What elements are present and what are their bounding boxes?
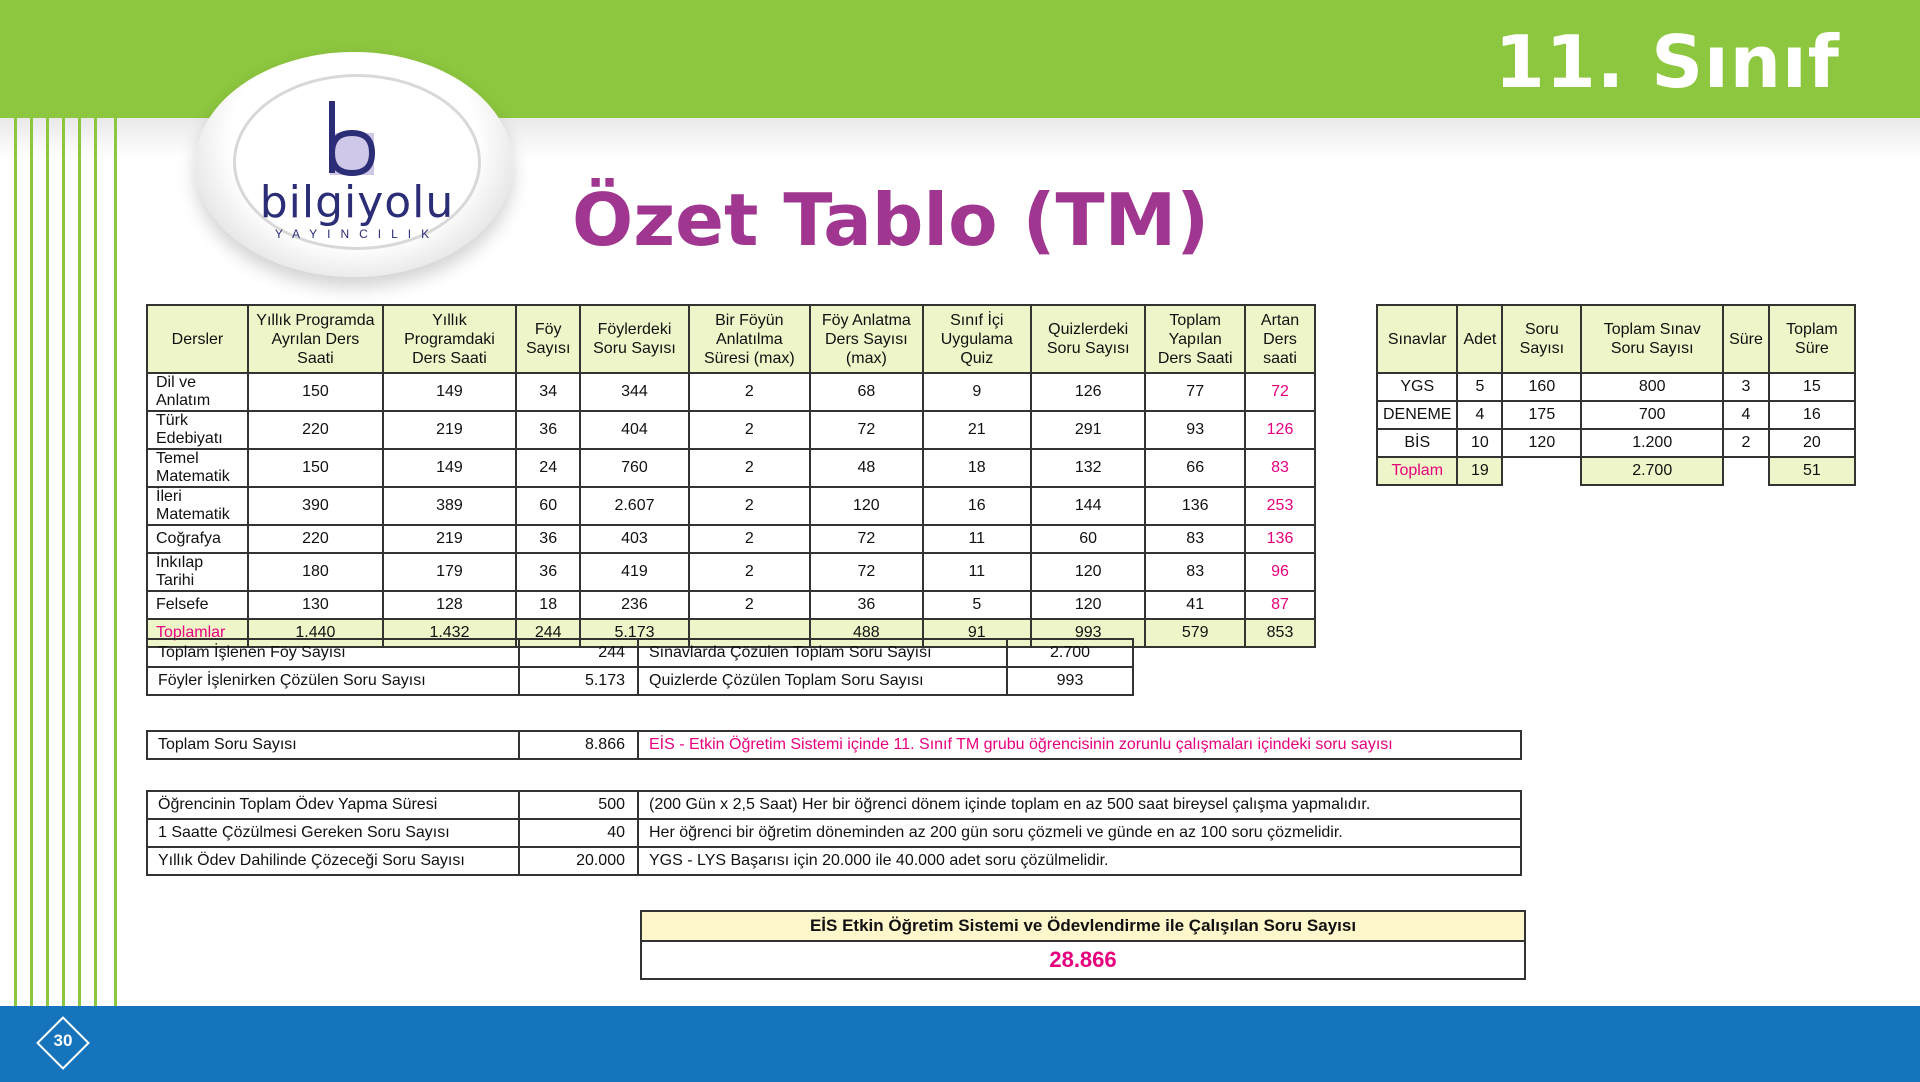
- table-cell: 36: [810, 591, 922, 619]
- column-header: Artan Ders saati: [1245, 305, 1315, 373]
- table-cell: 344: [580, 373, 688, 411]
- total-cell: 5.173: [580, 619, 688, 647]
- total-cell: 488: [810, 619, 922, 647]
- exam-name: BİS: [1377, 429, 1457, 457]
- table-cell: 2: [689, 553, 811, 591]
- table-cell: 144: [1031, 487, 1145, 525]
- table-cell: 66: [1145, 449, 1245, 487]
- table-cell: 419: [580, 553, 688, 591]
- column-header: Süre: [1723, 305, 1769, 373]
- table-cell: 11: [923, 525, 1031, 553]
- table-cell: 60: [1031, 525, 1145, 553]
- total-cell: [1502, 457, 1581, 485]
- table-cell: 83: [1245, 449, 1315, 487]
- summary-label: Yıllık Ödev Dahilinde Çözeceği Soru Sayısı: [147, 847, 519, 875]
- table-cell: 36: [516, 411, 580, 449]
- course-name: Felsefe: [147, 591, 248, 619]
- table-cell: 15: [1769, 373, 1855, 401]
- table-cell: 236: [580, 591, 688, 619]
- column-header: Föy Sayısı: [516, 305, 580, 373]
- summary-label: 1 Saatte Çözülmesi Gereken Soru Sayısı: [147, 819, 519, 847]
- course-name: Türk Edebiyatı: [147, 411, 248, 449]
- logo-b-icon: [324, 97, 384, 181]
- table-cell: 253: [1245, 487, 1315, 525]
- summary-note: YGS - LYS Başarısı için 20.000 ile 40.000 adet soru çözülmelidir.: [638, 847, 1521, 875]
- summary-row: [147, 791, 1521, 819]
- table-cell: 291: [1031, 411, 1145, 449]
- table-row: [147, 487, 1315, 525]
- table-cell: 93: [1145, 411, 1245, 449]
- total-cell: 853: [1245, 619, 1315, 647]
- summary-value: 2.700: [1007, 639, 1133, 667]
- summary-row: [147, 819, 1521, 847]
- total-questions-box: [640, 910, 1526, 980]
- summary-row: [147, 667, 1133, 695]
- summary-value: 244: [519, 639, 638, 667]
- table-cell: 120: [1031, 553, 1145, 591]
- column-header: Soru Sayısı: [1502, 305, 1581, 373]
- table-cell: 150: [248, 373, 383, 411]
- page-number: 30: [53, 1031, 73, 1050]
- table-cell: 175: [1502, 401, 1581, 429]
- table-cell: 136: [1245, 525, 1315, 553]
- table-cell: 87: [1245, 591, 1315, 619]
- total-cell: 2.700: [1581, 457, 1723, 485]
- total-cell: 1.440: [248, 619, 383, 647]
- column-header: Yıllık Programdaki Ders Saati: [383, 305, 516, 373]
- table-cell: 83: [1145, 553, 1245, 591]
- table-row: [1377, 373, 1855, 401]
- table-cell: 2: [689, 449, 811, 487]
- table-cell: 2: [689, 411, 811, 449]
- summary-row: [147, 731, 1521, 759]
- table-cell: 219: [383, 411, 516, 449]
- summary-value: 8.866: [519, 731, 638, 759]
- table-cell: 2: [689, 373, 811, 411]
- summary-label: Quizlerde Çözülen Toplam Soru Sayısı: [638, 667, 1007, 695]
- table-cell: 120: [1502, 429, 1581, 457]
- table-cell: 120: [810, 487, 922, 525]
- summary-label: Toplam Soru Sayısı: [147, 731, 519, 759]
- table-cell: 404: [580, 411, 688, 449]
- course-summary-table: [146, 304, 1316, 648]
- table-cell: 68: [810, 373, 922, 411]
- table-cell: 389: [383, 487, 516, 525]
- table-row: [147, 411, 1315, 449]
- table-cell: 136: [1145, 487, 1245, 525]
- table-cell: 128: [383, 591, 516, 619]
- logo-disc: [233, 74, 481, 250]
- summary-table-3: [146, 790, 1522, 876]
- summary-value: 993: [1007, 667, 1133, 695]
- column-header: Toplam Sınav Soru Sayısı: [1581, 305, 1723, 373]
- column-header: Föylerdeki Soru Sayısı: [580, 305, 688, 373]
- table-cell: 160: [1502, 373, 1581, 401]
- table-cell: 21: [923, 411, 1031, 449]
- table-cell: 2.607: [580, 487, 688, 525]
- table-cell: 48: [810, 449, 922, 487]
- column-header: Sınavlar: [1377, 305, 1457, 373]
- summary-note: EİS - Etkin Öğretim Sistemi içinde 11. Sınıf TM grubu öğrencisinin zorunlu çalışmaları içindeki soru sayısı: [638, 731, 1521, 759]
- table-cell: 20: [1769, 429, 1855, 457]
- table-cell: 219: [383, 525, 516, 553]
- table-cell: 36: [516, 525, 580, 553]
- table-cell: 41: [1145, 591, 1245, 619]
- total-questions-label: EİS Etkin Öğretim Sistemi ve Ödevlendirme ile Çalışılan Soru Sayısı: [642, 912, 1524, 942]
- column-header: Quizlerdeki Soru Sayısı: [1031, 305, 1145, 373]
- table-row: [1377, 429, 1855, 457]
- table-cell: 2: [689, 525, 811, 553]
- footer-band: [0, 1006, 1920, 1082]
- summary-table-2: [146, 730, 1522, 760]
- summary-value: 20.000: [519, 847, 638, 875]
- table-cell: 24: [516, 449, 580, 487]
- table-cell: 4: [1723, 401, 1769, 429]
- table-cell: 403: [580, 525, 688, 553]
- table-cell: 77: [1145, 373, 1245, 411]
- course-name: İnkılap Tarihi: [147, 553, 248, 591]
- table-cell: 130: [248, 591, 383, 619]
- table-cell: 72: [810, 525, 922, 553]
- table-cell: 83: [1145, 525, 1245, 553]
- table-cell: 36: [516, 553, 580, 591]
- decorative-stripes: [14, 118, 124, 1008]
- summary-note: Her öğrenci bir öğretim döneminden az 200 gün soru çözmeli ve günde en az 100 soru çözmelidir.: [638, 819, 1521, 847]
- table-cell: 11: [923, 553, 1031, 591]
- exam-table: [1376, 304, 1856, 486]
- course-name: Temel Matematik: [147, 449, 248, 487]
- table-cell: 149: [383, 449, 516, 487]
- column-header: Föy Anlatma Ders Sayısı (max): [810, 305, 922, 373]
- column-header: Yıllık Programda Ayrılan Ders Saati: [248, 305, 383, 373]
- exam-name: YGS: [1377, 373, 1457, 401]
- table-cell: 18: [923, 449, 1031, 487]
- table-cell: 4: [1457, 401, 1502, 429]
- table-cell: 72: [810, 411, 922, 449]
- summary-label: Toplam İşlenen Föy Sayısı: [147, 639, 519, 667]
- table-cell: 3: [1723, 373, 1769, 401]
- table-row: [147, 525, 1315, 553]
- table-cell: 126: [1031, 373, 1145, 411]
- page-title: Özet Tablo (TM): [572, 178, 1210, 262]
- logo-name: bilgiyolu: [259, 177, 455, 228]
- table-cell: 220: [248, 411, 383, 449]
- table-header-row: [147, 305, 1315, 373]
- table-cell: 220: [248, 525, 383, 553]
- table-row: [1377, 401, 1855, 429]
- table-cell: 16: [923, 487, 1031, 525]
- totals-label: Toplamlar: [147, 619, 248, 647]
- logo: [195, 52, 513, 277]
- exam-header-row: [1377, 305, 1855, 373]
- table-cell: 2: [689, 487, 811, 525]
- summary-value: 40: [519, 819, 638, 847]
- total-questions-value: 28.866: [1049, 947, 1117, 972]
- summary-note: (200 Gün x 2,5 Saat) Her bir öğrenci dönem içinde toplam en az 500 saat bireysel çalışma yapmalıdır.: [638, 791, 1521, 819]
- table-cell: 9: [923, 373, 1031, 411]
- total-cell: 579: [1145, 619, 1245, 647]
- total-cell: 91: [923, 619, 1031, 647]
- total-cell: 19: [1457, 457, 1502, 485]
- table-cell: 60: [516, 487, 580, 525]
- total-cell: 993: [1031, 619, 1145, 647]
- table-cell: 126: [1245, 411, 1315, 449]
- exam-name: DENEME: [1377, 401, 1457, 429]
- table-cell: 132: [1031, 449, 1145, 487]
- table-cell: 2: [1723, 429, 1769, 457]
- column-header: Bir Föyün Anlatılma Süresi (max): [689, 305, 811, 373]
- table-cell: 2: [689, 591, 811, 619]
- table-cell: 150: [248, 449, 383, 487]
- summary-value: 5.173: [519, 667, 638, 695]
- course-name: İleri Matematik: [147, 487, 248, 525]
- table-cell: 390: [248, 487, 383, 525]
- course-name: Dil ve Anlatım: [147, 373, 248, 411]
- course-name: Coğrafya: [147, 525, 248, 553]
- table-cell: 96: [1245, 553, 1315, 591]
- table-cell: 16: [1769, 401, 1855, 429]
- table-cell: 34: [516, 373, 580, 411]
- table-cell: 700: [1581, 401, 1723, 429]
- summary-label: Föyler İşlenirken Çözülen Soru Sayısı: [147, 667, 519, 695]
- summary-row: [147, 639, 1133, 667]
- table-row: [147, 591, 1315, 619]
- column-header: Toplam Süre: [1769, 305, 1855, 373]
- table-cell: 1.200: [1581, 429, 1723, 457]
- total-cell: 1.432: [383, 619, 516, 647]
- table-row: [147, 449, 1315, 487]
- total-cell: [1723, 457, 1769, 485]
- total-cell: 51: [1769, 457, 1855, 485]
- table-cell: 18: [516, 591, 580, 619]
- table-cell: 5: [923, 591, 1031, 619]
- column-header: Adet: [1457, 305, 1502, 373]
- table-row: [147, 553, 1315, 591]
- table-cell: 149: [383, 373, 516, 411]
- summary-row: [147, 847, 1521, 875]
- summary-label: Öğrencinin Toplam Ödev Yapma Süresi: [147, 791, 519, 819]
- table-cell: 5: [1457, 373, 1502, 401]
- totals-row: [1377, 457, 1855, 485]
- table-cell: 800: [1581, 373, 1723, 401]
- table-cell: 180: [248, 553, 383, 591]
- column-header: Sınıf İçi Uygulama Quiz: [923, 305, 1031, 373]
- table-cell: 72: [810, 553, 922, 591]
- table-cell: 72: [1245, 373, 1315, 411]
- summary-value: 500: [519, 791, 638, 819]
- totals-label: Toplam: [1377, 457, 1457, 485]
- summary-table-1: [146, 638, 1134, 696]
- column-header: Dersler: [147, 305, 248, 373]
- table-cell: 10: [1457, 429, 1502, 457]
- logo-subtitle: YAYINCILIK: [274, 227, 440, 241]
- column-header: Toplam Yapılan Ders Saati: [1145, 305, 1245, 373]
- table-cell: 760: [580, 449, 688, 487]
- grade-title: 11. Sınıf: [1494, 20, 1840, 104]
- table-row: [147, 373, 1315, 411]
- table-cell: 120: [1031, 591, 1145, 619]
- summary-label: Sınavlarda Çözülen Toplam Soru Sayısı: [638, 639, 1007, 667]
- total-cell: 244: [516, 619, 580, 647]
- table-cell: 179: [383, 553, 516, 591]
